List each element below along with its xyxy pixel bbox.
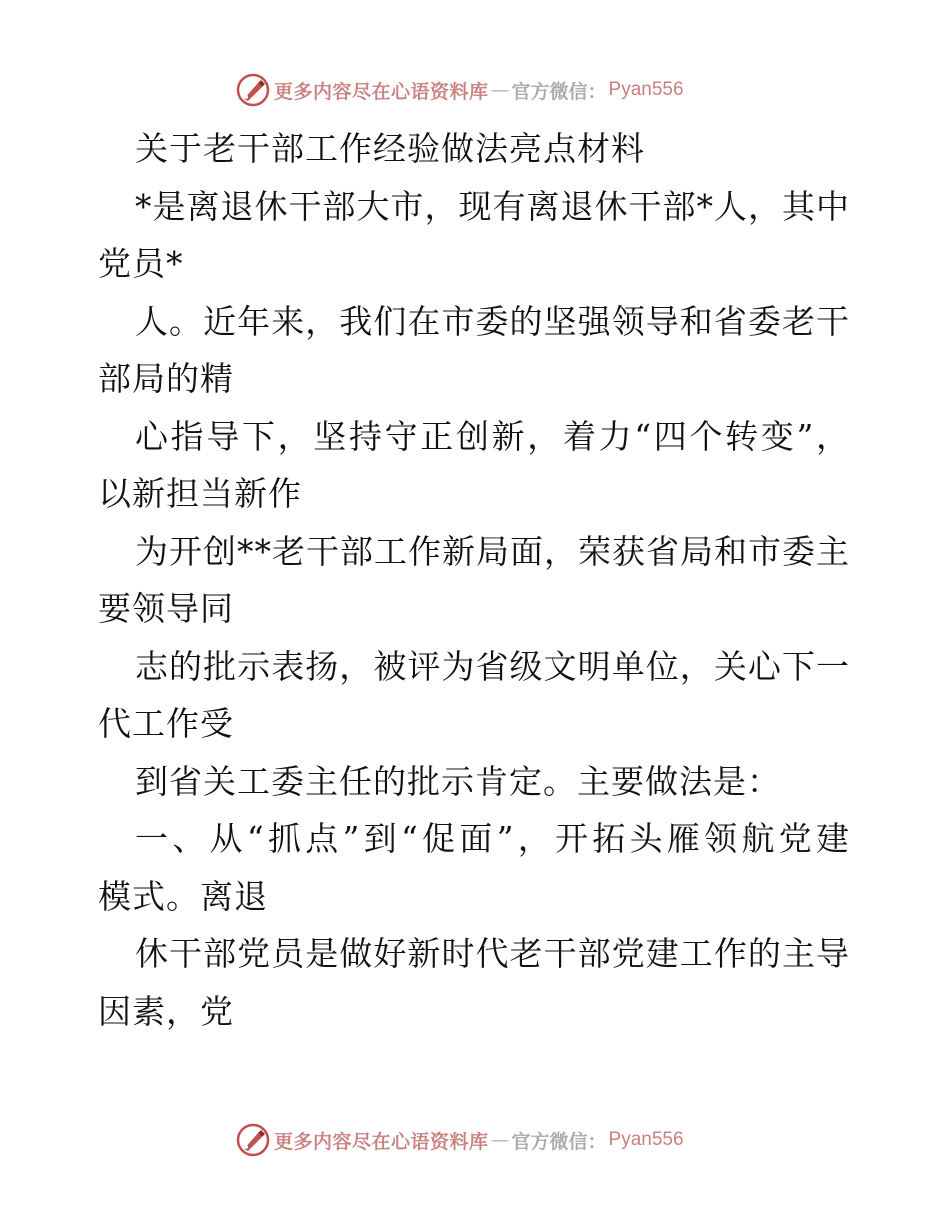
watermark-text: 更多内容尽在心语资料库 [274,80,489,103]
text-line: 部局的精 [98,359,234,398]
footer-watermark [236,1122,684,1158]
header-watermark [236,72,684,108]
text-line: 到省关工委主任的批示肯定。主要做法是： [135,761,781,801]
watermark-contact-id: Pyan556 [608,1129,684,1150]
text-line: 人。近年来，我们在市委的坚强领导和省委老干 [135,301,850,341]
watermark-separator: — [490,1129,510,1151]
watermark-separator: — [490,79,510,101]
text-line: 党员* [98,244,184,283]
text-line: 休干部党员是做好新时代老干部党建工作的主导 [135,934,850,973]
section-heading-line: 一、从“抓点”到“促面”，开拓头雁领航党建 [135,819,850,858]
text-line: 心指导下，坚持守正创新，着力“四个转变”， [135,416,850,456]
text-line: 模式。离退 [98,876,268,916]
text-line: 因素，党 [98,991,234,1031]
document-body [98,120,850,1040]
text-line: 志的批示表扬，被评为省级文明单位，关心下一 [135,646,850,686]
watermark-text: 更多内容尽在心语资料库 [274,1130,489,1153]
watermark-contact-label: 官方微信： [511,80,607,103]
text-line: *是离退休干部大市，现有离退休干部*人，其中 [135,186,850,226]
document-title: 关于老干部工作经验做法亮点材料 [135,129,645,168]
watermark-contact-id: Pyan556 [608,79,684,100]
pen-logo-icon [236,1123,270,1157]
text-line: 以新担当新作 [98,474,302,513]
watermark-contact-label: 官方微信： [511,1130,607,1153]
text-line: 为开创**老干部工作新局面，荣获省局和市委主 [135,531,850,571]
text-line: 代工作受 [98,704,234,743]
text-line: 要领导同 [98,589,234,628]
pen-logo-icon [236,73,270,107]
